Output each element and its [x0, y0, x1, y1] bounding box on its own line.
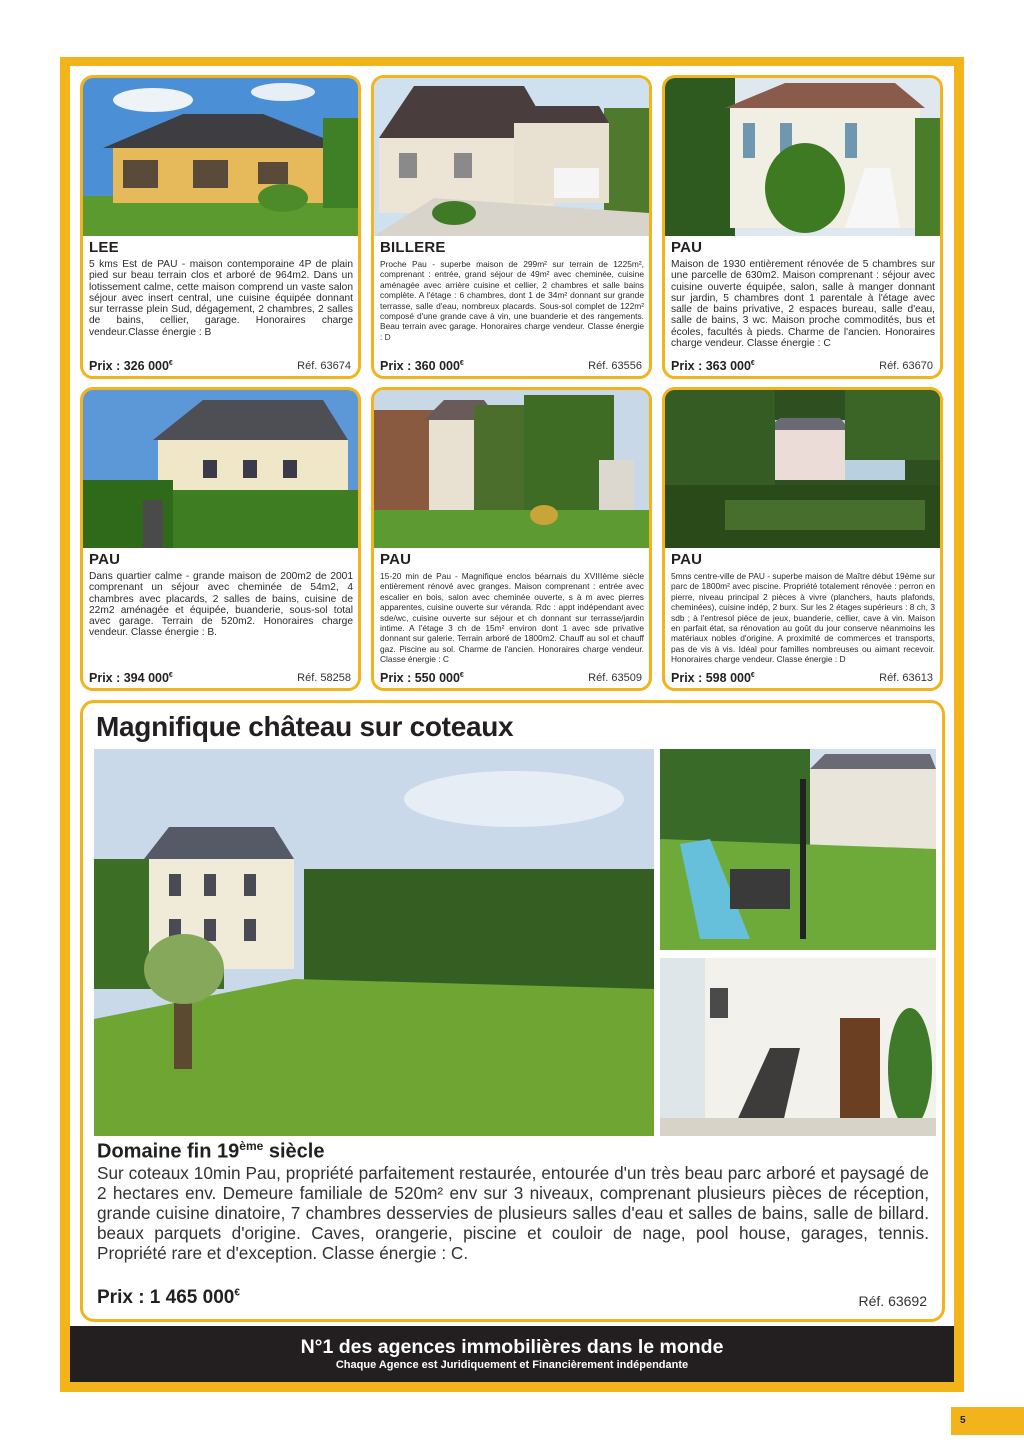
listing-description: 5 kms Est de PAU - maison contemporaine 4P de plain pied sur beau terrain clos et arboré de 964m2. Dans un lotissement calme, cette maison comprend un vaste salon séjour avec insert central, une cuisine équipée donnant sur terrasse plein Sud, dégagement, 2 chambres, 2 salles de bains, cellier, garage. Honoraires charge vendeur.Classe énergie : B	[89, 259, 353, 338]
listing-card[interactable]	[80, 387, 361, 691]
feature-main-photo	[94, 749, 654, 1136]
listing-ref: Réf. 63674	[297, 360, 351, 372]
feature-description: Sur coteaux 10min Pau, propriété parfaitement restaurée, entourée d'un très beau parc arboré et paysagé de 2 hectares env. Demeure familiale de 520m² env sur 3 niveaux, comprenant plusieurs pièces de réception, grande cuisine dinatoire, 7 chambres desservies de plusieurs salles d'eau et salles de bains, salle de billard. beaux parquets d'origine. Caves, orangerie, piscine et couloir de nage, pool house, garages, tennis. Propriété rare et d'exception. Classe énergie : C.	[97, 1163, 929, 1263]
page-number: 5	[951, 1407, 1024, 1435]
listing-description: Maison de 1930 entièrement rénovée de 5 chambres sur une parcelle de 630m2. Maison comprenant : séjour avec cuisine ouverte équipée, salon, salle à manger donnant sur jardin, 5 chambres dont 1 parentale à l'étage avec salle de bains privative, 2 espaces bureau, salle d'eau, salle de bains, 3 wc. Maison proche commodités, bus et écoles, facultés à pieds. Charme de l'ancien. Honoraires charge vendeur. Classe énergie : C	[671, 259, 935, 350]
listing-card[interactable]	[662, 387, 943, 691]
listing-ref: Réf. 63670	[879, 360, 933, 372]
listing-city: LEE	[89, 239, 119, 256]
featured-listing[interactable]	[80, 700, 945, 1322]
listing-ref: Réf. 63509	[588, 672, 642, 684]
listing-price: Prix : 363 000€	[671, 359, 755, 373]
listing-description: Dans quartier calme - grande maison de 200m2 de 2001 comprenant un séjour avec cheminée de 54m2, 4 chambres avec placards, 2 salles de bains, cuisine de 22m2 aménagée et équipée, buanderie, sous-sol total avec garage. Terrain de 520m2. Honoraires charge vendeur. Classe énergie : B.	[89, 571, 353, 639]
listing-photo	[83, 390, 358, 548]
listing-card[interactable]	[371, 75, 652, 379]
listing-price: Prix : 326 000€	[89, 359, 173, 373]
banner-subline: Chaque Agence est Juridiquement et Financièrement indépendante	[335, 1359, 689, 1371]
listing-city: PAU	[671, 551, 703, 568]
listing-description: Proche Pau - superbe maison de 299m² sur terrain de 1225m², comprenant : entrée, grand séjour de 49m² avec cheminée, cuisine aménagée avec arrière cuisine et cellier, 2 chambres et salle bains complète. A l'étage : 6 chambres, dont 1 de 34m² donnant sur grande terrasse, salle d'eau, nombreux placards. Sous-sol complet de 122m² composé d'une grande cave à vin, une buanderie et des rangements. Beau terrain avec garage. Honoraires charge vendeur. Classe énergie : D	[380, 259, 644, 342]
listing-photo	[83, 78, 358, 236]
feature-pool-photo	[660, 749, 936, 950]
feature-hall-photo	[660, 958, 936, 1136]
listing-photo	[665, 78, 940, 236]
feature-subtitle: Domaine fin 19ème siècle	[97, 1139, 325, 1163]
listing-price: Prix : 550 000€	[380, 671, 464, 685]
listing-card[interactable]	[371, 387, 652, 691]
feature-ref: Réf. 63692	[858, 1293, 927, 1309]
listing-ref: Réf. 63556	[588, 360, 642, 372]
listing-photo	[665, 390, 940, 548]
listing-city: PAU	[671, 239, 703, 256]
listing-description: 15-20 min de Pau - Magnifique enclos béarnais du XVIIIème siècle entièrement rénové avec granges. Maison comprenant : entrée avec escalier en bois, salon avec cheminée ouverte, s à m avec pierres apparentes, cuisine ouverte sur véranda. Rdc : appt indépendant avec sde/wc, cuisine ouverte sur séjour et ch donnant sur terrasse/jardin intime. A l'étage 3 ch de 15m² environ dont 1 avec sde privative donnant sur galerie. Terrain arboré de 1800m2. Chauff au sol et chauff gaz. Piscine au sol. Charme de l'ancien. Honoraires charge vendeur. Classe énergie : C	[380, 571, 644, 665]
listing-ref: Réf. 63613	[879, 672, 933, 684]
listing-photo	[374, 78, 649, 236]
listing-city: PAU	[380, 551, 412, 568]
listing-description: 5mns centre-ville de PAU - superbe maison de Maître début 19ème sur parc de 1800m² avec piscine. Propriété totalement rénovée : perron en pierre, niveau principal 2 pièces à vivre (planchers, hauts plafonds, cheminées), cuisine indép, 2 burx. Sur les 2 étages supérieurs : 8 ch, 3 sdb ; à l'entresol pièce de jeux, buanderie, cellier, cave à vin. Maison en parfait état, sa rénovation au goût du jour conserve néanmoins les matériaux nobles d'origine. A proximité de commerces et transports, pas de vis à vis. Idéal pour familles nombreuses ou aimant recevoir. Honoraires charge vendeur. Classe énergie : D	[671, 571, 935, 665]
listing-photo	[374, 390, 649, 548]
listing-price: Prix : 394 000€	[89, 671, 173, 685]
listing-city: BILLERE	[380, 239, 446, 256]
listing-card[interactable]	[80, 75, 361, 379]
listing-city: PAU	[89, 551, 121, 568]
listing-ref: Réf. 58258	[297, 672, 351, 684]
listing-price: Prix : 598 000€	[671, 671, 755, 685]
listing-card[interactable]	[662, 75, 943, 379]
banner-headline: N°1 des agences immobilières dans le monde	[300, 1336, 724, 1358]
listing-price: Prix : 360 000€	[380, 359, 464, 373]
feature-price: Prix : 1 465 000€	[97, 1287, 240, 1308]
feature-title: Magnifique château sur coteaux	[96, 711, 514, 742]
footer-banner	[70, 1326, 954, 1382]
